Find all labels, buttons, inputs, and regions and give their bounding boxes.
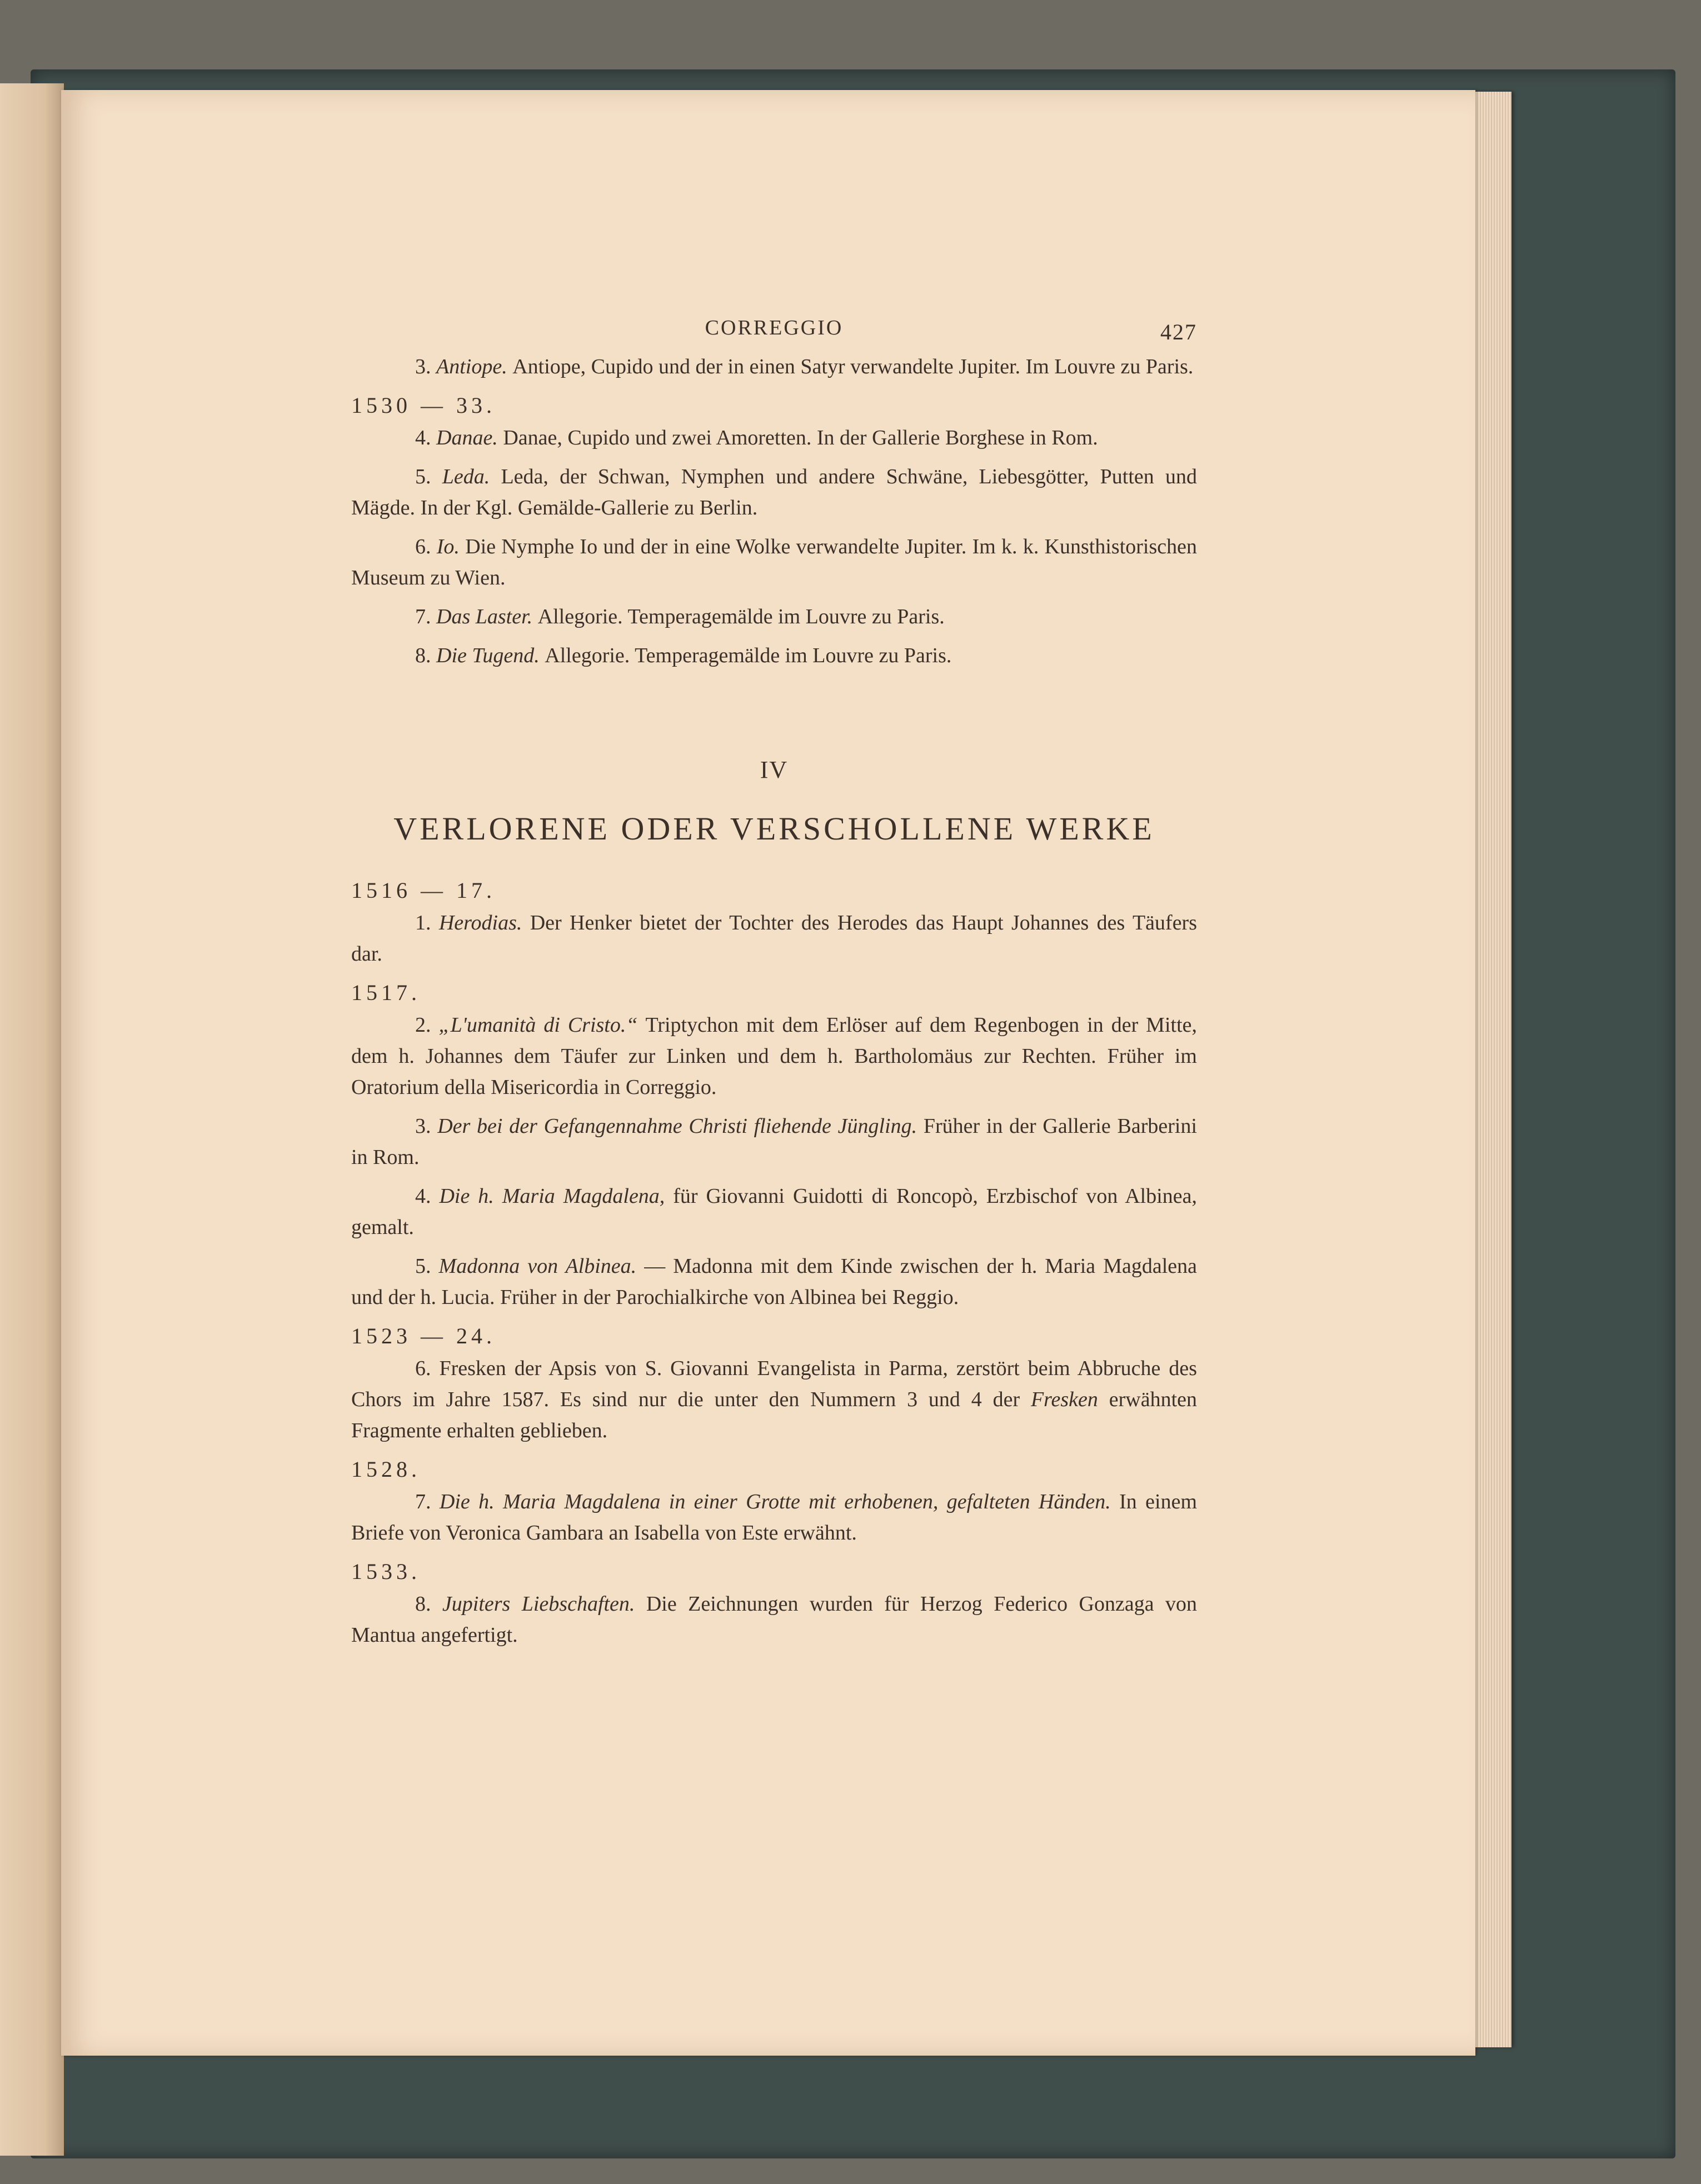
entry-title: Das Laster.: [436, 605, 538, 628]
list-item: [351, 1181, 1197, 1243]
entry-text: für Giovanni Guidotti di Roncopò, Erzbischof von Albinea, gemalt.: [351, 1185, 1198, 1239]
entry-number: 8.: [415, 644, 436, 667]
list-item: [351, 1588, 1197, 1651]
entry-text: Danae, Cupido und zwei Amoretten. In der Gallerie Borghese in Rom.: [503, 426, 1098, 449]
year-heading: 1523 — 24.: [351, 1323, 496, 1348]
entry-number: 2.: [415, 1013, 439, 1037]
year-heading: 1533.: [351, 1559, 421, 1584]
entry-text: Die Nymphe Io und der in eine Wolke verwandelte Jupiter. Im k. k. Kunsthistorischen Museum zu Wien.: [351, 535, 1198, 589]
entry-title: Die h. Maria Magdalena in einer Grotte mit erhobenen, gefalteten Händen.: [439, 1490, 1120, 1513]
entry-title: Leda.: [442, 465, 501, 488]
entry-title: Die Tugend.: [436, 644, 545, 667]
book-page: [61, 90, 1475, 2056]
list-item: [351, 1251, 1197, 1313]
entry-text: Allegorie. Temperagemälde im Louvre zu Paris.: [537, 605, 945, 628]
year-heading: 1528.: [351, 1457, 421, 1482]
entry-number: 6.: [415, 535, 437, 558]
entry-number: 7.: [415, 605, 436, 628]
list-item: [351, 351, 1197, 382]
entry-title: Die h. Maria Magdalena,: [439, 1185, 674, 1208]
entry-number: 3.: [415, 1115, 438, 1138]
list-item: [351, 461, 1197, 523]
entry-text: Früher in der Gallerie Barberini in Rom.: [351, 1115, 1198, 1169]
entry-title: Madonna von Albinea.: [438, 1255, 645, 1278]
facing-page-edge: [0, 83, 64, 2156]
entry-title: Jupiters Liebschaften.: [442, 1592, 646, 1616]
list-item: [351, 422, 1197, 453]
entry-text: Die Zeichnungen wurden für Herzog Federico Gonzaga von Mantua angefertigt.: [351, 1592, 1197, 1647]
entry-text: Antiope, Cupido und der in einen Satyr verwandelte Jupiter. Im Louvre zu Paris.: [512, 355, 1194, 378]
entry-number: 1.: [415, 911, 439, 934]
section-title: VERLORENE ODER VERSCHOLLENE WERKE: [393, 811, 1155, 847]
entry-title: Der bei der Gefangennahme Christi fliehende Jüngling.: [437, 1115, 924, 1138]
list-item: [351, 531, 1197, 593]
running-title: CORREGGIO: [705, 316, 844, 339]
entry-number: 4.: [415, 426, 436, 449]
year-heading: 1516 — 17.: [351, 878, 496, 903]
entry-title: Danae.: [436, 426, 503, 449]
entry-text: Allegorie. Temperagemälde im Louvre zu Paris.: [545, 644, 952, 667]
entry-title: „L'umanità di Cristo.“: [438, 1013, 646, 1037]
entry-number: 6.: [415, 1357, 440, 1380]
entry-number: 5.: [415, 465, 442, 488]
entry-text: Leda, der Schwan, Nymphen und andere Schwäne, Liebesgötter, Putten und Mägde. In der Kgl. Gemälde-Gallerie zu Berlin.: [351, 465, 1197, 519]
entry-number: 8.: [415, 1592, 442, 1616]
entry-text: In einem Briefe von Veronica Gambara an Isabella von Este erwähnt.: [351, 1490, 1198, 1545]
entry-number: 7.: [415, 1490, 440, 1513]
year-heading: 1530 — 33.: [351, 393, 496, 418]
page-content: [351, 312, 1197, 1658]
entry-title: Io.: [436, 535, 466, 558]
entry-text: Fresken der Apsis von S. Giovanni Evangelista in Parma, zerstört beim Abbruche des Chors im Jahre 1587. Es sind nur die unter den Nummern 3 und 4 der: [351, 1357, 1198, 1411]
list-item: [351, 1009, 1197, 1103]
list-item: [351, 640, 1197, 671]
page-number: 427: [1160, 319, 1197, 344]
entry-number: 3.: [415, 355, 436, 378]
list-item: [351, 1486, 1197, 1548]
section-numeral: IV: [760, 756, 789, 783]
list-item: [351, 1111, 1197, 1173]
list-item: [351, 601, 1197, 632]
page-header: [351, 312, 1197, 351]
entry-text: — Madonna mit dem Kinde zwischen der h. Maria Magdalena und der h. Lucia. Früher in der Parochialkirche von Albinea bei Reggio.: [351, 1255, 1198, 1309]
year-heading: 1517.: [351, 980, 421, 1005]
entry-number: 5.: [415, 1255, 439, 1278]
list-item: [351, 907, 1197, 969]
list-item: [351, 1353, 1197, 1446]
entry-text: Triptychon mit dem Erlöser auf dem Regenbogen in der Mitte, dem h. Johannes dem Täufer zur Linken und dem h. Bartholomäus zur Rechten. Früher im Oratorium della Misericordia in Correggio.: [351, 1013, 1197, 1099]
entry-text: Der Henker bietet der Tochter des Herodes das Haupt Johannes des Täufers dar.: [351, 911, 1197, 966]
entry-number: 4.: [415, 1185, 440, 1208]
entry-title: Antiope.: [436, 355, 513, 378]
entry-title: Herodias.: [438, 911, 530, 934]
entry-text: erwähnten Fragmente erhalten geblieben.: [351, 1388, 1198, 1442]
entry-title: Fresken: [1030, 1388, 1109, 1411]
